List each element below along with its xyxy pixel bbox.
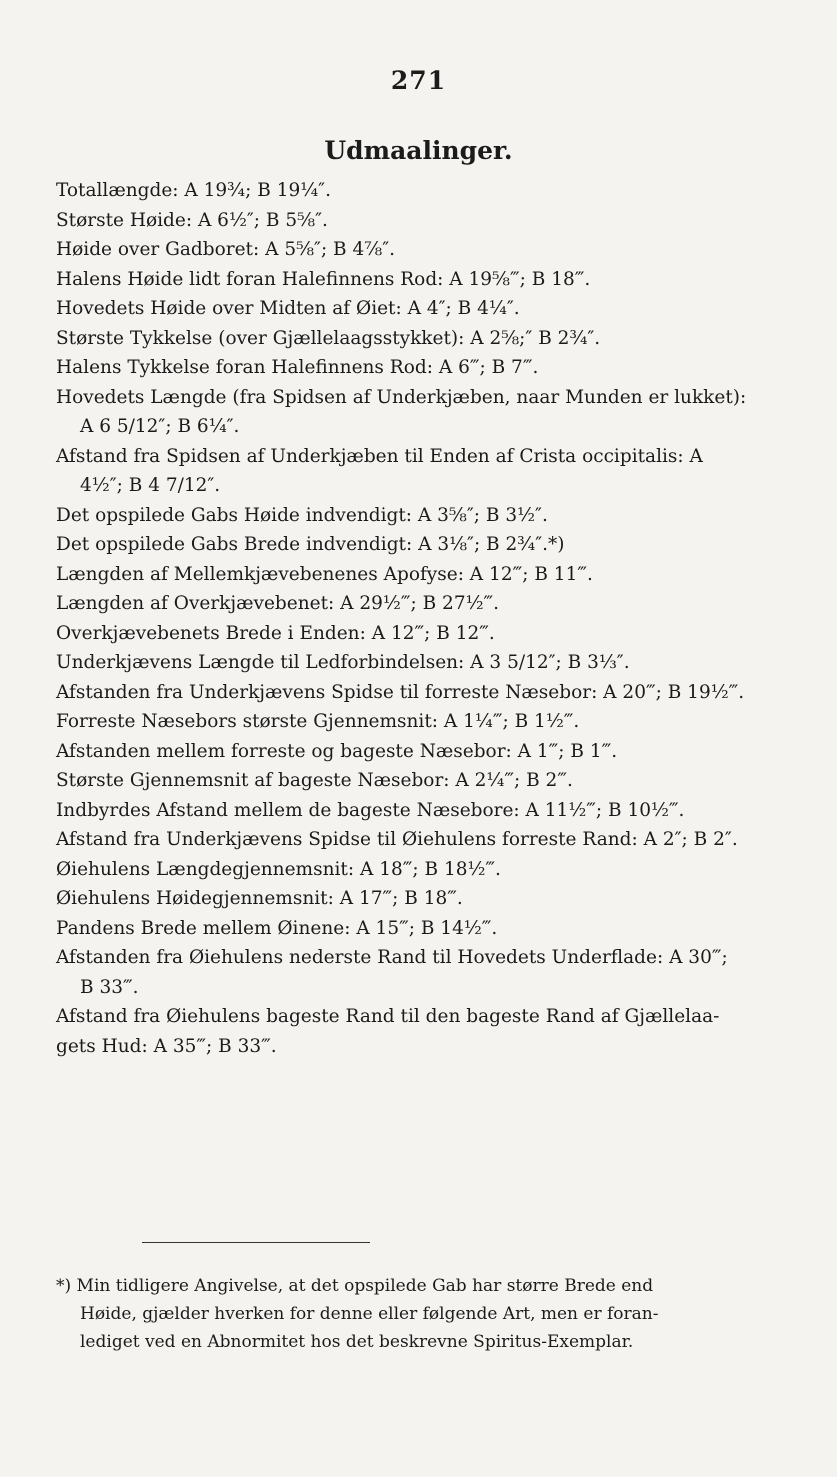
measurement-line: Afstanden fra Underkjævens Spidse til forreste Næsebor: A 20‴; B 19½‴.	[56, 681, 745, 703]
measurement-line: Afstanden mellem forreste og bageste Næsebor: A 1‴; B 1‴.	[56, 740, 618, 762]
measurement-line: Det opspilede Gabs Brede indvendigt: A 3⅛″; B 2¾″.*)	[56, 534, 565, 555]
measurement-line: Hovedets Længde (fra Spidsen af Underkjæben, naar Munden er lukket):	[56, 386, 747, 408]
measurement-line: Totallængde: A 19¾; B 19¼″.	[56, 180, 331, 201]
measurement-line: Længden af Overkjævebenet: A 29½‴; B 27½‴.	[56, 593, 500, 614]
measurement-line: Pandens Brede mellem Øinene: A 15‴; B 14½‴.	[56, 917, 498, 939]
measurement-line: Afstand fra Underkjævens Spidse til Øiehulens forreste Rand: A 2″; B 2″.	[56, 829, 738, 850]
measurement-line: Halens Høide lidt foran Halefinnens Rod: A 19⅝‴; B 18‴.	[56, 268, 591, 290]
measurement-line: Hovedets Høide over Midten af Øiet: A 4″; B 4¼″.	[56, 298, 520, 319]
page-number: 271	[390, 66, 447, 95]
section-title: Udmaalinger.	[324, 136, 513, 165]
measurement-line: Øiehulens Høidegjennemsnit: A 17‴; B 18‴.	[56, 888, 463, 909]
footnote-line: *) Min tidligere Angivelse, at det opspilede Gab har større Brede end	[56, 1276, 654, 1296]
measurement-line: Underkjævens Længde til Ledforbindelsen: A 3 5/12″; B 3⅓″.	[56, 652, 630, 673]
measurement-line: Største Høide: A 6½″; B 5⅝″.	[56, 209, 328, 231]
footnote-separator	[142, 1242, 370, 1243]
measurement-line: Overkjævebenets Brede i Enden: A 12‴; B 12‴.	[56, 622, 495, 644]
measurement-line: Største Gjennemsnit af bageste Næsebor: A 2¼‴; B 2‴.	[56, 770, 573, 791]
measurement-line: Det opspilede Gabs Høide indvendigt: A 3⅝″; B 3½″.	[56, 504, 548, 526]
measurement-line: 4½″; B 4 7/12″.	[80, 475, 221, 496]
footnote-line: Høide, gjælder hverken for denne eller følgende Art, men er foran-	[80, 1304, 659, 1324]
measurement-line: gets Hud: A 35‴; B 33‴.	[56, 1035, 277, 1057]
footnote-line: lediget ved en Abnormitet hos det beskrevne Spiritus-Exemplar.	[80, 1332, 634, 1352]
measurement-line: Halens Tykkelse foran Halefinnens Rod: A 6‴; B 7‴.	[56, 357, 539, 378]
measurement-line: Største Tykkelse (over Gjællelaagsstykket): A 2⅝;″ B 2¾″.	[56, 327, 601, 349]
measurement-line: Øiehulens Længdegjennemsnit: A 18‴; B 18½‴.	[56, 858, 501, 880]
measurement-line: Forreste Næsebors største Gjennemsnit: A 1¼‴; B 1½‴.	[56, 711, 580, 732]
measurement-list	[56, 176, 776, 1061]
measurement-line: Afstand fra Øiehulens bageste Rand til den bageste Rand af Gjællelaa-	[56, 1006, 720, 1027]
measurement-line: Indbyrdes Afstand mellem de bageste Næsebore: A 11½‴; B 10½‴.	[56, 799, 685, 821]
measurement-line: Længden af Mellemkjævebenenes Apofyse: A 12‴; B 11‴.	[56, 563, 593, 585]
measurement-line: Afstanden fra Øiehulens nederste Rand til Hovedets Underflade: A 30‴;	[56, 947, 728, 968]
measurement-line: Høide over Gadboret: A 5⅝″; B 4⅞″.	[56, 239, 396, 260]
measurement-line: A 6 5/12″; B 6¼″.	[80, 416, 240, 437]
measurement-line: Afstand fra Spidsen af Underkjæben til Enden af Crista occipitalis: A	[56, 445, 703, 467]
measurement-line: B 33‴.	[80, 976, 139, 998]
footnote	[56, 1272, 796, 1356]
